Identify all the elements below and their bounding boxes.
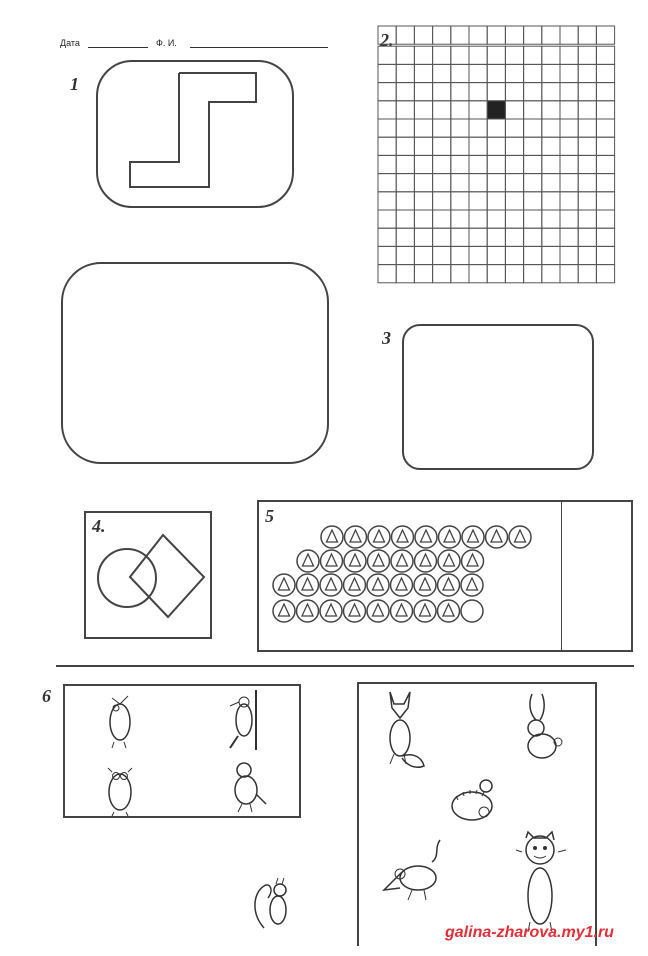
- grid-cell: [542, 192, 560, 210]
- grid-cell: [451, 228, 469, 246]
- grid-cell: [433, 210, 451, 228]
- grid-cell: [505, 155, 523, 173]
- grid-cell: [433, 83, 451, 101]
- grid-cell: [378, 46, 396, 64]
- grid-cell: [396, 228, 414, 246]
- grid-cell: [578, 46, 596, 64]
- grid-cell: [451, 26, 469, 44]
- grid-cell: [378, 83, 396, 101]
- circle-shape: [98, 549, 156, 607]
- grid-cell: [414, 192, 432, 210]
- grid-cell: [578, 246, 596, 264]
- grid-cell: [560, 192, 578, 210]
- grid-cell: [451, 101, 469, 119]
- owl-icon: [100, 758, 140, 818]
- grid-cell: [378, 101, 396, 119]
- grid-cell: [469, 101, 487, 119]
- circle-triangle: [391, 574, 413, 596]
- task-4-number: 4.: [92, 516, 106, 536]
- mouse-icon: [378, 838, 446, 908]
- grid-cell: [451, 192, 469, 210]
- grid-cell: [505, 83, 523, 101]
- grid-cell: [378, 210, 396, 228]
- grid-cell: [396, 64, 414, 82]
- grid-cell: [451, 64, 469, 82]
- circle-triangle: [392, 526, 414, 548]
- grid-cell: [469, 119, 487, 137]
- circle-triangle: [321, 550, 343, 572]
- grid-cell: [542, 137, 560, 155]
- circle-triangle: [367, 574, 389, 596]
- grid-cell: [396, 119, 414, 137]
- grid-cell: [578, 119, 596, 137]
- task-3-number: 3: [382, 328, 391, 348]
- grid-cell: [578, 26, 596, 44]
- circle-triangle: [509, 526, 531, 548]
- grid-cell: [578, 101, 596, 119]
- grid-cell: [414, 174, 432, 192]
- grid-cell: [524, 174, 542, 192]
- grid-cell: [378, 26, 396, 44]
- grid-cell: [451, 174, 469, 192]
- name-line: [190, 47, 328, 48]
- grid-cell: [414, 83, 432, 101]
- circle-triangle: [344, 550, 366, 572]
- grid-cell: [487, 119, 505, 137]
- grid-cell: [414, 228, 432, 246]
- grid-cell: [542, 119, 560, 137]
- grid-cell: [542, 64, 560, 82]
- grid-cell: [560, 137, 578, 155]
- grid-cell: [505, 265, 523, 283]
- circle-triangle: [462, 526, 484, 548]
- grid-cell: [469, 26, 487, 44]
- grid-cell: [524, 137, 542, 155]
- grid-cell: [396, 137, 414, 155]
- grid-cell: [451, 246, 469, 264]
- grid-cell: [505, 210, 523, 228]
- grid-cell: [396, 83, 414, 101]
- grid-cell: [469, 46, 487, 64]
- grid-cell: [433, 228, 451, 246]
- grid-cell: [487, 246, 505, 264]
- grid-cell: [596, 192, 614, 210]
- grid-cell: [596, 46, 614, 64]
- task-5-number: 5: [265, 506, 274, 526]
- grid-cell: [596, 101, 614, 119]
- grid-cell: [505, 101, 523, 119]
- grid-cell: [469, 246, 487, 264]
- grid-cell: [578, 265, 596, 283]
- grid-cell: [542, 174, 560, 192]
- grid-cell: [451, 119, 469, 137]
- grid-cell: [378, 228, 396, 246]
- squirrel-icon: [250, 872, 294, 932]
- grid-cell: [469, 192, 487, 210]
- woodpecker-icon: [222, 688, 262, 752]
- grid-cell: [542, 228, 560, 246]
- circle-triangle: [414, 600, 436, 622]
- circle-triangle: [438, 574, 460, 596]
- grid-cell: [560, 64, 578, 82]
- grid-cell: [433, 64, 451, 82]
- circle-triangle: [461, 574, 483, 596]
- grid-cell: [560, 26, 578, 44]
- grid-cell: [505, 26, 523, 44]
- grid-cell: [596, 228, 614, 246]
- circle-triangle: [438, 600, 460, 622]
- grid-cell: [542, 46, 560, 64]
- grid-cell: [542, 246, 560, 264]
- grid-cell: [414, 26, 432, 44]
- fox-icon: [378, 688, 428, 772]
- grid-cell: [542, 155, 560, 173]
- grid-cell: [487, 26, 505, 44]
- task-5-circles: [257, 500, 557, 640]
- task-1-step-shape: [96, 60, 296, 210]
- grid-cell: [469, 210, 487, 228]
- grid-cell: [487, 155, 505, 173]
- grid-cell: [414, 46, 432, 64]
- grid-cell: [433, 119, 451, 137]
- grid-cell: [560, 46, 578, 64]
- grid-cell: [596, 265, 614, 283]
- grid-cell: [578, 174, 596, 192]
- circle-triangle: [367, 600, 389, 622]
- grid-cell: [396, 101, 414, 119]
- grid-cell: [469, 137, 487, 155]
- grid-cell: [560, 155, 578, 173]
- grid-cell: [542, 265, 560, 283]
- grid-cell: [414, 265, 432, 283]
- grid-cell: [451, 155, 469, 173]
- grid-cell: [414, 246, 432, 264]
- grid-cell: [414, 101, 432, 119]
- grid-cell: [505, 64, 523, 82]
- name-label: Ф. И.: [156, 38, 177, 48]
- grid-cell: [487, 64, 505, 82]
- grid-cell: [469, 64, 487, 82]
- grid-cell: [451, 265, 469, 283]
- grid-cell: [378, 174, 396, 192]
- grid-cell: [596, 119, 614, 137]
- grid-cell: [505, 119, 523, 137]
- grid-cell: [396, 174, 414, 192]
- grid-cell: [433, 265, 451, 283]
- grid-cell: [560, 119, 578, 137]
- grid-cell: [596, 137, 614, 155]
- task-2-number: 2.: [380, 30, 394, 50]
- grid-cell: [414, 119, 432, 137]
- task-6-number: 6: [42, 686, 51, 706]
- grid-cell: [378, 64, 396, 82]
- grid-cell: [524, 119, 542, 137]
- bird-icon: [228, 758, 268, 816]
- grid-cell: [578, 228, 596, 246]
- task-2-grid: [376, 24, 616, 304]
- grid-cell: [524, 101, 542, 119]
- grid-cell: [414, 155, 432, 173]
- grid-cell: [469, 174, 487, 192]
- grid-cell: [451, 137, 469, 155]
- grid-cell: [560, 174, 578, 192]
- grid-cell: [524, 246, 542, 264]
- grid-cell: [487, 137, 505, 155]
- grid-cell: [451, 46, 469, 64]
- grid-cell: [578, 83, 596, 101]
- date-line: [88, 47, 148, 48]
- task-5-divider: [561, 500, 562, 652]
- grid-cell: [433, 192, 451, 210]
- grid-cell: [596, 174, 614, 192]
- circle-triangle: [486, 526, 508, 548]
- grid-cell: [524, 265, 542, 283]
- hedgehog-icon: [446, 776, 498, 826]
- task-1-number: 1: [70, 74, 79, 94]
- grid-cell: [487, 192, 505, 210]
- circle-triangle: [273, 600, 295, 622]
- grid-cell: [505, 228, 523, 246]
- circle-triangle: [439, 526, 461, 548]
- grid-cell: [560, 210, 578, 228]
- grid-cell: [469, 265, 487, 283]
- grid-cell: [578, 64, 596, 82]
- grid-cell: [487, 174, 505, 192]
- grid-cell: [524, 26, 542, 44]
- date-label: Дата: [60, 38, 80, 48]
- grid-cell: [596, 246, 614, 264]
- grid-cell: [396, 26, 414, 44]
- circle-triangle: [321, 526, 343, 548]
- hare-icon: [516, 690, 564, 764]
- grid-filled-cell: [487, 101, 505, 119]
- grid-cell: [578, 137, 596, 155]
- circle-triangle: [344, 600, 366, 622]
- grid-cell: [578, 210, 596, 228]
- grid-cell: [433, 101, 451, 119]
- circle-triangle: [320, 600, 342, 622]
- grid-cell: [433, 26, 451, 44]
- circle-triangle: [297, 550, 319, 572]
- section-divider: [56, 665, 634, 667]
- grid-cell: [469, 155, 487, 173]
- grid-cell: [560, 228, 578, 246]
- grid-cell: [524, 192, 542, 210]
- grid-cell: [578, 155, 596, 173]
- grid-cell: [505, 137, 523, 155]
- grid-cell: [433, 246, 451, 264]
- circle-triangle: [414, 574, 436, 596]
- grid-cell: [469, 83, 487, 101]
- grid-cell: [524, 46, 542, 64]
- grid-cell: [451, 210, 469, 228]
- grid-cell: [524, 210, 542, 228]
- circle-triangle: [438, 550, 460, 572]
- grid-cell: [396, 265, 414, 283]
- owl-sideways-icon: [100, 690, 140, 750]
- grid-cell: [433, 46, 451, 64]
- grid-cell: [560, 101, 578, 119]
- grid-cell: [560, 83, 578, 101]
- grid-cell: [414, 137, 432, 155]
- circle-triangle: [320, 574, 342, 596]
- grid-cell: [524, 155, 542, 173]
- task-1-answer-frame: [61, 262, 329, 464]
- cat-icon: [514, 830, 568, 934]
- grid-cell: [396, 46, 414, 64]
- grid-cell: [524, 64, 542, 82]
- circle-triangle: [368, 550, 390, 572]
- grid-cell: [469, 228, 487, 246]
- grid-cell: [487, 83, 505, 101]
- grid-cell: [560, 265, 578, 283]
- empty-circle: [461, 600, 483, 622]
- grid-cell: [505, 192, 523, 210]
- grid-cell: [451, 83, 469, 101]
- circle-triangle: [345, 526, 367, 548]
- grid-cell: [596, 83, 614, 101]
- grid-cell: [505, 246, 523, 264]
- task-3-frame: [402, 324, 594, 470]
- circle-triangle: [368, 526, 390, 548]
- grid-cell: [542, 210, 560, 228]
- circle-triangle: [297, 574, 319, 596]
- grid-cell: [433, 155, 451, 173]
- grid-cell: [487, 228, 505, 246]
- grid-cell: [505, 174, 523, 192]
- circle-triangle: [273, 574, 295, 596]
- grid-cell: [378, 265, 396, 283]
- circle-triangle: [462, 550, 484, 572]
- grid-cell: [414, 210, 432, 228]
- grid-cell: [524, 83, 542, 101]
- diamond-shape: [130, 535, 204, 617]
- watermark-text: galina-zharova.my1.ru: [445, 924, 614, 941]
- circle-triangle: [415, 526, 437, 548]
- grid-cell: [542, 83, 560, 101]
- grid-cell: [542, 101, 560, 119]
- grid-cell: [378, 155, 396, 173]
- grid-cell: [578, 192, 596, 210]
- circle-triangle: [391, 600, 413, 622]
- grid-cell: [396, 192, 414, 210]
- grid-cell: [396, 155, 414, 173]
- circle-triangle: [344, 574, 366, 596]
- grid-cell: [396, 210, 414, 228]
- circle-triangle: [297, 600, 319, 622]
- grid-cell: [596, 210, 614, 228]
- grid-cell: [433, 174, 451, 192]
- grid-cell: [396, 246, 414, 264]
- grid-cell: [378, 192, 396, 210]
- grid-cell: [560, 246, 578, 264]
- grid-cell: [505, 46, 523, 64]
- circle-triangle: [391, 550, 413, 572]
- grid-cell: [596, 155, 614, 173]
- grid-cell: [596, 64, 614, 82]
- grid-cell: [596, 26, 614, 44]
- grid-cell: [542, 26, 560, 44]
- grid-cell: [487, 210, 505, 228]
- grid-cell: [524, 228, 542, 246]
- circle-triangle: [415, 550, 437, 572]
- grid-cell: [487, 46, 505, 64]
- grid-cell: [378, 119, 396, 137]
- grid-cell: [378, 246, 396, 264]
- grid-cell: [433, 137, 451, 155]
- grid-cell: [378, 137, 396, 155]
- grid-cell: [414, 64, 432, 82]
- grid-cell: [487, 265, 505, 283]
- task-4-figures: [84, 511, 212, 639]
